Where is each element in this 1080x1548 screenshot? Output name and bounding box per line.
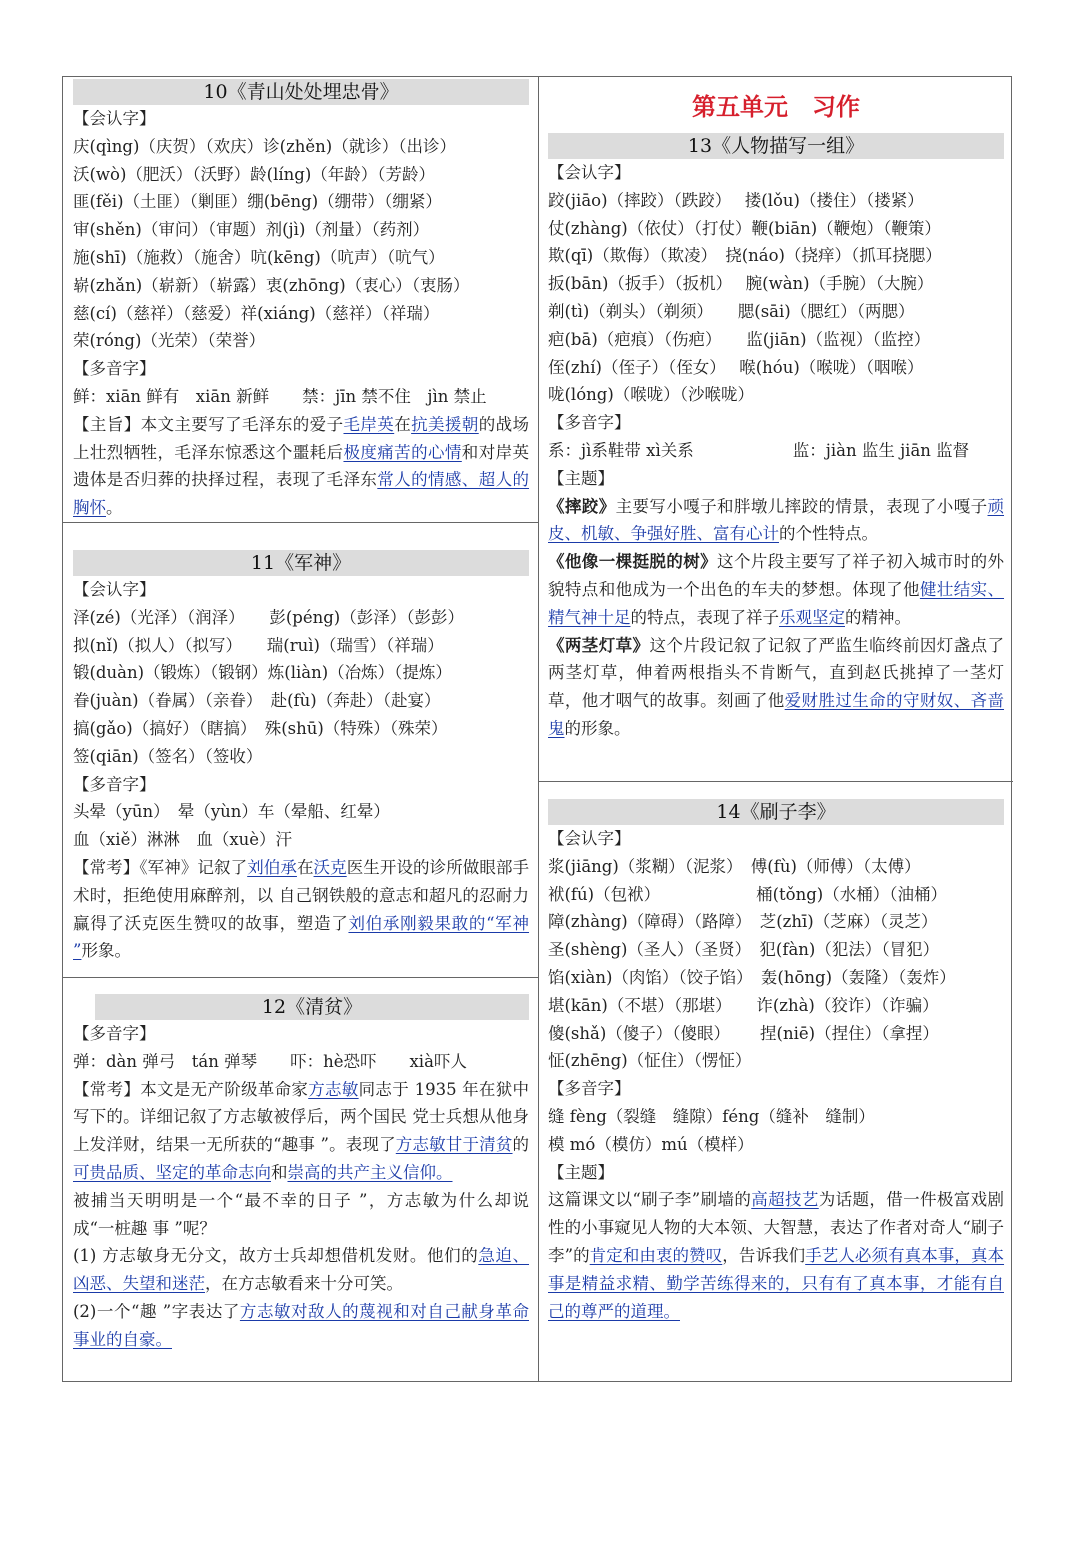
text-run: ，在方志敏看来十分可笑。 (205, 1274, 403, 1294)
lesson-12-section (73, 994, 529, 1354)
text-run: 本文主要写了毛泽东的爱子 (140, 414, 344, 434)
read-line: 咙(lóng)（喉咙）（沙喉咙） (548, 385, 755, 405)
text-run: 同志于 1935 年在狱中写下的。详细记叙了方志敏被俘后，两个国民 党士兵想从他身上发洋财，结果一无所获的“趣事 ”。表现了 (73, 1079, 530, 1155)
text-run: 。 (106, 498, 123, 518)
read-line: 疤(bā)（疤痕）（伤疤） 监(jiān)（监视）（监控） (548, 329, 931, 349)
polyphone-line: 血（xiě）淋淋 血（xuè）汗 (73, 830, 293, 850)
theme-paragraph (548, 548, 1004, 631)
key-phrase: 爱财胜过生命的守财奴、吝啬鬼 (548, 691, 1005, 738)
text-run: 和 (271, 1162, 288, 1182)
section-heading: 【多音字】 (73, 1024, 156, 1043)
read-line: 怔(zhēng)（怔住）（愣怔） (548, 1051, 752, 1071)
key-phrase: 可贵品质、坚定的革命志向 (73, 1162, 271, 1182)
read-line: 沃(wò)（肥沃）（沃野）龄(líng)（年龄）（芳龄） (73, 164, 436, 184)
text-run: 《军神》记叙了 (139, 857, 248, 877)
section-heading: 【会认字】 (548, 829, 631, 848)
lesson-13-section (548, 85, 1004, 743)
unit-title: 第五单元 习作 (692, 93, 860, 121)
text-run: 形象。 (81, 941, 131, 961)
key-phrase: 毛岸英 (343, 414, 395, 434)
key-phrase: 方志敏甘于清贫 (395, 1135, 513, 1155)
section-heading: 【会认字】 (548, 163, 631, 182)
read-line: 匪(fěi)（土匪）（剿匪）绷(bēng)（绷带）（绷紧） (73, 192, 442, 212)
theme-paragraph (548, 493, 1004, 549)
lesson-10-section (73, 79, 529, 522)
key-phrase: 急迫、凶恶、失望和迷茫 (73, 1246, 530, 1294)
text-run: 的个性特点。 (779, 524, 878, 544)
key-phrase: 顽皮、机敏、争强好胜、富有心计 (548, 496, 1005, 544)
read-line: 锻(duàn)（锻炼）（锻钢）炼(liàn)（冶炼）（提炼） (73, 663, 452, 683)
key-phrase: 健壮结实、精气神十足 (548, 579, 1005, 627)
passage-title: 《摔跤》 (548, 496, 616, 516)
text-run: 医生开设的诊所做眼部手术时，拒绝使用麻醉剂，以 自己钢铁般的意志和超凡的忍耐力赢得了沃克医生赞叹的故事，塑造了 (73, 857, 530, 933)
section-heading: 【多音字】 (548, 1079, 631, 1099)
read-line: 仗(zhàng)（依仗）（打仗）鞭(biān)（鞭炮）（鞭策） (548, 218, 941, 238)
answer-1 (73, 1242, 529, 1298)
text-run: 的战场上壮烈牺牲，毛泽东惊悉这个噩耗后 (73, 414, 530, 462)
read-line: 障(zhàng)（障碍）（路障） 芝(zhī)（芝麻）（灵芝） (548, 912, 938, 932)
question-text: 被捕当天明明是一个“最不幸的日子 ”，方志敏为什么却说成“一桩趣 事 ”呢？ (73, 1190, 529, 1238)
theme-paragraph (73, 1076, 529, 1187)
polyphone-list (73, 1048, 529, 1076)
polyphone-list (73, 383, 529, 411)
read-line: 施(shī)（施救）（施舍）吭(kēng)（吭声）（吭气） (73, 247, 445, 267)
lesson-14-section (548, 799, 1004, 1325)
key-phrase: 肯定和由衷的赞叹 (589, 1245, 723, 1265)
read-line: 欺(qī)（欺侮）（欺凌） 挠(náo)（挠痒）（抓耳挠腮） (548, 246, 942, 266)
read-line: 袱(fú)（包袱） 桶(tǒng)（水桶）（油桶） (548, 884, 947, 904)
read-line: 眷(juàn)（眷属）（亲眷） 赴(fù)（奔赴）（赴宴） (73, 691, 441, 711)
key-phrase: 抗美援朝 (411, 414, 479, 434)
read-line: 泽(zé)（光泽）（润泽） 彭(péng)（彭泽）（彭彭） (73, 607, 464, 627)
polyphone-line: 缝 fèng（裂缝 缝隙）féng（缝补 缝制） (548, 1106, 875, 1126)
text-run: 的精神。 (845, 607, 911, 627)
read-line: 崭(zhǎn)（崭新）（崭露）衷(zhōng)（衷心）（衷肠） (73, 275, 470, 295)
section-heading: 【主旨】 (73, 414, 141, 434)
theme-paragraph (548, 1186, 1004, 1325)
key-phrase: 手艺人必须有真本事，真本事是精益求精、勤学苦练得来的，只有有了真本事，才能有自己的尊严的道理。 (548, 1245, 1005, 1321)
study-sheet (62, 76, 1012, 1382)
polyphone-line: 系：jì系鞋带 xì关系 监：jiàn 监生 jiān 监督 (548, 440, 970, 460)
read-list (73, 604, 529, 771)
read-line: 傻(shǎ)（傻子）（傻眼） 捏(niē)（捏住）（拿捏） (548, 1023, 939, 1043)
text-run: 本文是无产阶级革命家 (140, 1079, 309, 1099)
read-line: 签(qiān)（签名）（签收） (73, 746, 263, 766)
read-line: 侄(zhí)（侄子）（侄女） 喉(hóu)（喉咙）（咽喉） (548, 357, 924, 377)
section-heading: 【常考】 (73, 857, 140, 877)
section-divider (538, 781, 1013, 782)
section-divider (63, 522, 538, 523)
text-run: 为话题，借一件极富戏剧性的小事窥见人物的大本领、大智慧，表达了作者对奇人“刷子李”的 (548, 1190, 1004, 1265)
lesson-11-section (73, 550, 529, 965)
lesson-title: 13《人物描写一组》 (548, 133, 1004, 159)
polyphone-line: 鲜：xiān 鲜有 xiān 新鲜 禁：jīn 禁不住 jìn 禁止 (73, 386, 487, 406)
section-heading: 【会认字】 (73, 109, 156, 128)
text-run: 这个片段记叙了记叙了严监生临终前因灯盏点了两茎灯草，伸着两根指头不肯断气，直到赵氏挑掉了一茎灯草，他才咽气的故事。刻画了他 (548, 635, 1005, 711)
lesson-title: 12《清贫》 (95, 994, 529, 1020)
theme-paragraph (73, 854, 529, 965)
read-line: 跤(jiāo)（摔跤）（跌跤） 搂(lǒu)（搂住）（搂紧） (548, 190, 924, 210)
lesson-title: 14《刷子李》 (548, 799, 1004, 825)
text-run: 和对岸英遗体是否归葬的抉择过程，表现了毛泽东 (73, 442, 530, 490)
section-heading: 【主题】 (548, 468, 614, 488)
read-list (548, 187, 1004, 409)
lesson-title: 10《青山处处埋忠骨》 (73, 79, 529, 105)
read-line: 堪(kān)（不堪）（那堪） 诈(zhà)（狡诈）（诈骗） (548, 995, 939, 1015)
read-line: 扳(bān)（扳手）（扳机） 腕(wàn)（手腕）（大腕） (548, 274, 934, 294)
text-run: 这个片段主要写了祥子初入城市时的外貌特点和他成为一个出色的车夫的梦想。体现了他 (548, 552, 1005, 599)
key-phrase: 方志敏 (308, 1079, 359, 1099)
section-heading: 【多音字】 (73, 359, 156, 379)
read-line: 庆(qìng)（庆贺）（欢庆）诊(zhěn)（就诊）（出诊） (73, 136, 456, 156)
text-run: 的 (512, 1135, 530, 1155)
polyphone-list (73, 798, 529, 854)
section-heading: 【多音字】 (73, 774, 156, 794)
polyphone-line: 模 mó（模仿）mú（模样） (548, 1134, 754, 1154)
lesson-title: 11《军神》 (73, 550, 529, 576)
passage-title: 《他像一棵挺脱的树》 (548, 552, 718, 572)
polyphone-list (548, 437, 1004, 465)
read-line: 慈(cí)（慈祥）（慈爱）祥(xiáng)（慈祥）（祥瑞） (73, 303, 440, 323)
text-run: 在 (296, 857, 314, 877)
column-divider (538, 77, 539, 1381)
section-heading: 【会认字】 (73, 580, 156, 599)
section-divider (63, 977, 538, 978)
key-phrase: 高超技艺 (751, 1190, 819, 1210)
section-heading: 【常考】 (73, 1079, 141, 1099)
read-line: 剃(tì)（剃头）（剃须） 腮(sāi)（腮红）（两腮） (548, 301, 915, 321)
theme-paragraph (73, 411, 529, 522)
polyphone-line: 弹：dàn 弹弓 tán 弹琴 吓：hè恐吓 xià吓人 (73, 1051, 467, 1071)
text-run: ，告诉我们 (722, 1245, 806, 1265)
passage-title: 《两茎灯草》 (548, 635, 650, 655)
read-line: 圣(shèng)（圣人）（圣贤） 犯(fàn)（犯法）（冒犯） (548, 940, 940, 960)
text-run: (2)一个“趣 ”字表达了 (73, 1301, 240, 1321)
theme-paragraph (548, 632, 1004, 743)
key-phrase: 乐观坚定 (779, 607, 845, 627)
text-run: 的特点，表现了祥子 (630, 607, 779, 627)
key-phrase: 崇高的共产主义信仰。 (287, 1162, 453, 1182)
key-phrase: 常人的情感、超人的胸怀 (73, 470, 530, 518)
key-phrase: 刘伯承刚毅果敢的“军神 ” (73, 913, 530, 961)
read-line: 审(shěn)（审问）（审题）剂(jì)（剂量）（药剂） (73, 220, 430, 240)
key-phrase: 刘伯承 (247, 857, 297, 877)
text-run: 主要写小嘎子和胖墩儿摔跤的情景，表现了小嘎子 (615, 496, 988, 516)
read-list (73, 133, 529, 355)
answer-2 (73, 1298, 529, 1354)
read-line: 搞(gǎo)（搞好）（瞎搞） 殊(shū)（特殊）（殊荣） (73, 718, 448, 738)
text-run: (1) 方志敏身无分文，故方士兵却想借机发财。他们的 (73, 1246, 479, 1266)
polyphone-line: 头晕（yūn） 晕（yùn）车（晕船、红晕） (73, 802, 390, 822)
text-run: 这篇课文以“刷子李”刷墙的 (548, 1190, 752, 1210)
key-phrase: 沃克 (313, 857, 347, 877)
read-line: 拟(nǐ)（拟人）（拟写） 瑞(ruì)（瑞雪）（祥瑞） (73, 635, 444, 655)
text-run: 在 (394, 414, 412, 434)
read-line: 浆(jiāng)（浆糊）（泥浆） 傅(fù)（师傅）（太傅） (548, 856, 921, 876)
section-heading: 【主题】 (548, 1162, 614, 1182)
key-phrase: 极度痛苦的心情 (343, 442, 462, 462)
polyphone-list (548, 1103, 1004, 1159)
section-heading: 【多音字】 (548, 413, 631, 433)
read-line: 馅(xiàn)（肉馅）（饺子馅） 轰(hōng)（轰隆）（轰炸） (548, 967, 956, 987)
read-list (548, 853, 1004, 1075)
read-line: 荣(róng)（光荣）（荣誉） (73, 331, 266, 351)
key-phrase: 方志敏对敌人的蔑视和对自己献身革命事业的自豪。 (73, 1301, 529, 1349)
text-run: 的形象。 (564, 718, 631, 738)
